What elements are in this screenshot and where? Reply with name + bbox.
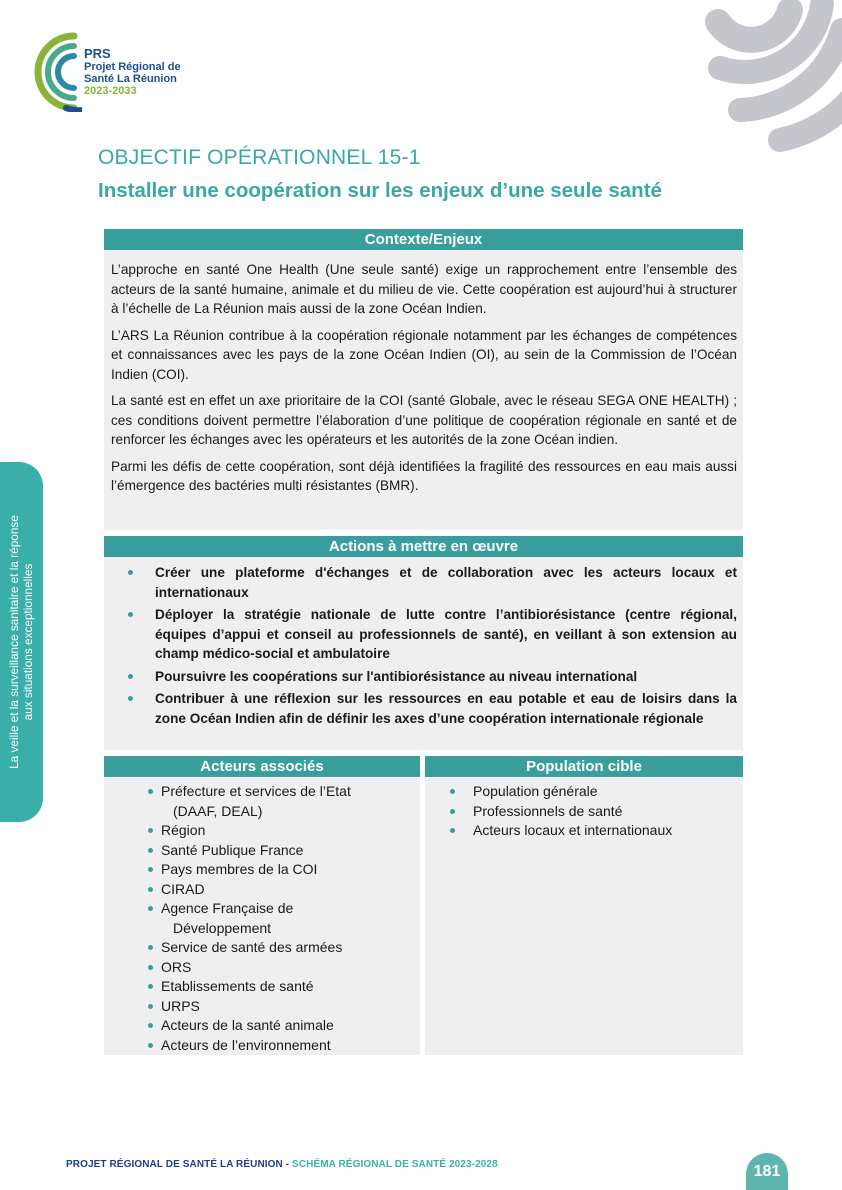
actors-list [104,782,420,1055]
context-paragraph: La santé est en effet un axe prioritaire de la COI (santé Globale, avec le réseau SEGA ONE HEALTH) ; ces conditions doivent permettre l’élaboration d’une politique de coopération régionale en santé et de renforcer les échanges avec les opérateurs et les autorités de la zone Océan indien. [111,393,737,447]
bullet-icon [148,1043,153,1048]
bullet-icon [148,887,153,892]
bullet-icon [148,848,153,853]
action-item: Contribuer à une réflexion sur les ressources en eau potable et eau de loisirs dans la zone Océan Indien afin de définir les axes d’une coopération internationale régionale [104,689,737,728]
context-paragraph: Parmi les défis de cette coopération, sont déjà identifiées la fragilité des ressources en eau mais aussi l’émergence des bactéries multi résistantes (BMR). [111,458,737,493]
bullet-icon [128,612,133,617]
context-paragraph: L’ARS La Réunion contribue à la coopération régionale notamment par les échanges de compétences et connaissances avec les pays de la zone Océan Indien (OI), au sein de la Commission de l’Océan Indien (COI). [111,327,737,382]
actor-item: Pays membres de la COI [104,860,420,880]
actor-item: Région [104,821,420,841]
population-panel [425,778,743,1055]
actions-heading: Actions à mettre en œuvre [104,536,743,557]
bullet-icon [450,828,455,833]
bullet-icon [128,570,133,575]
population-heading: Population cible [425,756,743,777]
bullet-icon [148,945,153,950]
actor-item: CIRAD [104,880,420,900]
actor-item: Acteurs de l’environnement [104,1036,420,1056]
population-item: Acteurs locaux et internationaux [425,821,743,841]
actor-item: Agence Française de Développement [104,899,420,938]
bullet-icon [128,696,133,701]
context-panel [104,250,743,530]
actor-item: Acteurs de la santé animale [104,1016,420,1036]
objective-title: Installer une coopération sur les enjeux d’une seule santé [98,179,662,202]
page-number: 181 [746,1153,788,1190]
objective-label: OBJECTIF OPÉRATIONNEL 15-1 [98,146,421,169]
actor-item: Préfecture et services de l’Etat (DAAF, DEAL) [104,782,420,821]
footer-separator: - [282,1159,293,1170]
actor-item: Etablissements de santé [104,977,420,997]
bullet-icon [148,828,153,833]
logo-acronym: PRS [84,46,111,61]
bullet-icon [148,1004,153,1009]
action-item: Poursuivre les coopérations sur l'antibiorésistance au niveau international [104,667,737,687]
footer-schema: SCHÉMA RÉGIONAL DE SANTÉ 2023-2028 [292,1159,498,1170]
actor-item: Santé Publique France [104,841,420,861]
logo-text [84,46,181,97]
logo-line-2: Santé La Réunion [84,73,177,85]
actor-item: ORS [104,958,420,978]
actor-item: URPS [104,997,420,1017]
bullet-icon [128,674,133,679]
bullet-icon [450,789,455,794]
context-paragraph: L’approche en santé One Health (Une seule santé) exige un rapprochement entre l’ensemble des acteurs de la santé humaine, animale et du milieu de vie. Cette coopération est aujourd’hui à structurer à l’échelle de La Réunion mais aussi de la zone Océan Indien. [111,262,737,316]
actors-panel [104,778,420,1055]
actors-heading: Acteurs associés [104,756,420,777]
actions-list [104,563,737,728]
bullet-icon [148,1023,153,1028]
actor-item: Service de santé des armées [104,938,420,958]
prs-logo [26,32,196,112]
bullet-icon [148,867,153,872]
action-item: Déployer la stratégie nationale de lutte contre l’antibiorésistance (centre régional, équipes d’appui et conseil au professionnels de santé), en veillant à son extension au champ médico-social et ambulatoire [104,605,737,664]
chapter-side-label: La veille et la surveillance sanitaire et la réponse aux situations exceptionnelles [7,515,35,769]
population-list [425,782,743,841]
bullet-icon [148,906,153,911]
action-item: Créer une plateforme d'échanges et de collaboration avec les acteurs locaux et internationaux [104,563,737,602]
decorative-arcs-icon [690,0,842,160]
population-item: Professionnels de santé [425,802,743,822]
prs-arcs-icon [26,32,82,112]
bullet-icon [450,809,455,814]
logo-line-1: Projet Régional de [84,61,181,73]
logo-years: 2023-2033 [84,85,137,97]
footer [66,1159,498,1170]
actions-panel [104,557,743,750]
bullet-icon [148,789,153,794]
bullet-icon [148,984,153,989]
bullet-icon [148,965,153,970]
population-item: Population générale [425,782,743,802]
context-heading: Contexte/Enjeux [104,229,743,250]
footer-project: PROJET RÉGIONAL DE SANTÉ LA RÉUNION [66,1159,283,1170]
